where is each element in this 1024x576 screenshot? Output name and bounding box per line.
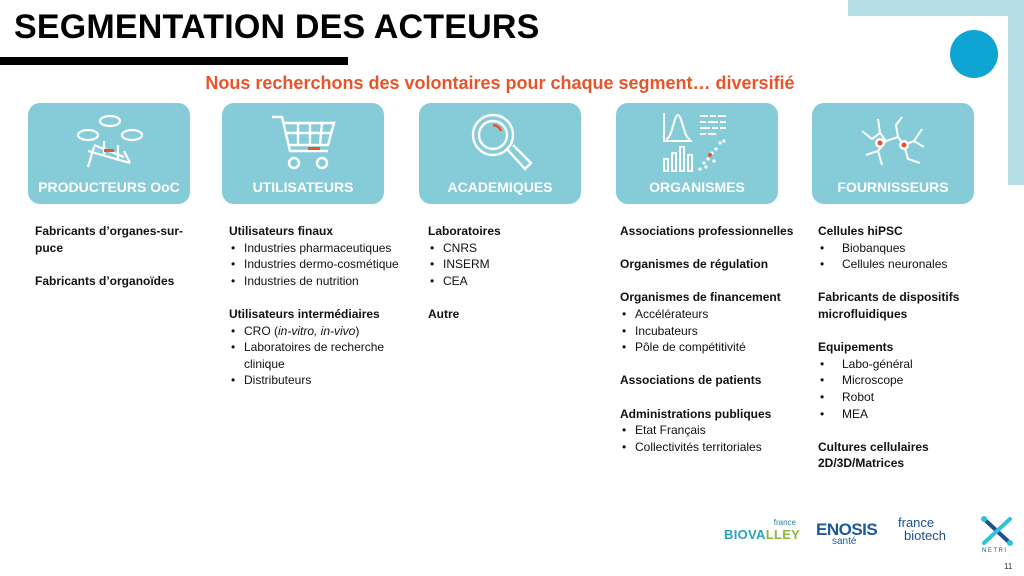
page-number: 11 xyxy=(1004,562,1013,571)
page-title: SEGMENTATION DES ACTEURS xyxy=(14,8,540,46)
section-heading: Fabricants de dispositifs microfluidiques xyxy=(818,290,960,321)
title-underline xyxy=(0,57,348,65)
list-item: • Distributeurs xyxy=(229,372,399,389)
card-label: ORGANISMES xyxy=(649,179,745,195)
section-heading: Organismes de financement xyxy=(620,290,781,305)
section-heading: Fabricants d’organoïdes xyxy=(35,273,175,288)
list-item: • Industries dermo-cosmétique xyxy=(229,256,399,273)
card-label: PRODUCTEURS OoC xyxy=(38,179,180,195)
column-academiques xyxy=(428,223,588,323)
bullet-list xyxy=(229,240,399,290)
column-fournisseurs xyxy=(818,223,978,472)
organ-on-chip-icon xyxy=(74,111,144,175)
france-biotech-logo: france biotech xyxy=(898,515,946,543)
list-item: • Labo-général xyxy=(818,356,978,373)
bullet-list xyxy=(818,356,978,422)
segment-card-academiques xyxy=(419,103,581,204)
section-heading: Cultures cellulaires 2D/3D/Matrices xyxy=(818,439,929,471)
column-producteurs xyxy=(35,223,185,289)
list-item: • Accélérateurs xyxy=(620,306,800,323)
neuron-cells-icon xyxy=(858,111,928,175)
decorative-band-top xyxy=(848,0,1024,16)
section-heading: Associations professionnelles xyxy=(620,224,794,238)
list-item: • CRO (in-vitro, in-vivo) xyxy=(229,323,399,340)
subtitle: Nous recherchons des volontaires pour chaque segment… diversifié xyxy=(205,73,795,93)
bullet-list xyxy=(229,323,399,389)
card-label: FOURNISSEURS xyxy=(837,179,949,195)
list-item: • Incubateurs xyxy=(620,323,800,340)
list-item: • Industries de nutrition xyxy=(229,273,399,290)
list-item: • Collectivités territoriales xyxy=(620,439,800,456)
segment-card-utilisateurs xyxy=(222,103,384,204)
magnifier-icon xyxy=(465,111,535,175)
list-item: • CNRS xyxy=(428,240,588,257)
list-item: • Laboratoires de recherche clinique xyxy=(229,339,399,372)
list-item: • Biobanques xyxy=(818,240,978,257)
section-heading: Cellules hiPSC xyxy=(818,224,903,238)
netri-logo: NETRI xyxy=(978,514,1016,556)
column-utilisateurs xyxy=(229,223,399,389)
section-heading: Administrations publiques xyxy=(620,406,772,421)
section-heading: Equipements xyxy=(818,340,894,355)
card-label: UTILISATEURS xyxy=(252,179,354,195)
section-heading: Utilisateurs finaux xyxy=(229,224,334,238)
bullet-list xyxy=(620,306,800,356)
card-label: ACADEMIQUES xyxy=(447,179,553,195)
shopping-cart-icon xyxy=(268,111,338,175)
section-heading: Utilisateurs intermédiaires xyxy=(229,306,380,321)
segment-card-fournisseurs xyxy=(812,103,974,204)
list-item: • Pôle de compétitivité xyxy=(620,339,800,356)
section-heading: Organismes de régulation xyxy=(620,257,769,272)
bullet-list xyxy=(620,422,800,455)
list-item: • Cellules neuronales xyxy=(818,256,978,273)
enosis-sante-logo: ENOSIS santé xyxy=(816,520,878,547)
segment-card-organismes xyxy=(616,103,778,204)
list-item: • Robot xyxy=(818,389,978,406)
list-item: • Microscope xyxy=(818,372,978,389)
section-heading: Laboratoires xyxy=(428,224,501,238)
list-item: • INSERM xyxy=(428,256,588,273)
decorative-circle xyxy=(950,30,998,78)
list-item: • Industries pharmaceutiques xyxy=(229,240,399,257)
segment-card-producteurs xyxy=(28,103,190,204)
section-heading: Associations de patients xyxy=(620,373,762,388)
section-heading: Autre xyxy=(428,306,460,321)
biovalley-logo: france BIOVALLEY xyxy=(724,518,801,542)
bullet-list xyxy=(428,240,588,290)
decorative-band-right xyxy=(1008,0,1024,185)
bullet-list xyxy=(818,240,978,273)
list-item: • MEA xyxy=(818,406,978,423)
column-organismes xyxy=(620,223,800,455)
list-item: • Etat Français xyxy=(620,422,800,439)
list-item: • CEA xyxy=(428,273,588,290)
section-heading: Fabricants d’organes-sur-puce xyxy=(35,224,184,255)
data-charts-icon xyxy=(662,111,732,175)
netri-mark-icon xyxy=(978,514,1016,548)
